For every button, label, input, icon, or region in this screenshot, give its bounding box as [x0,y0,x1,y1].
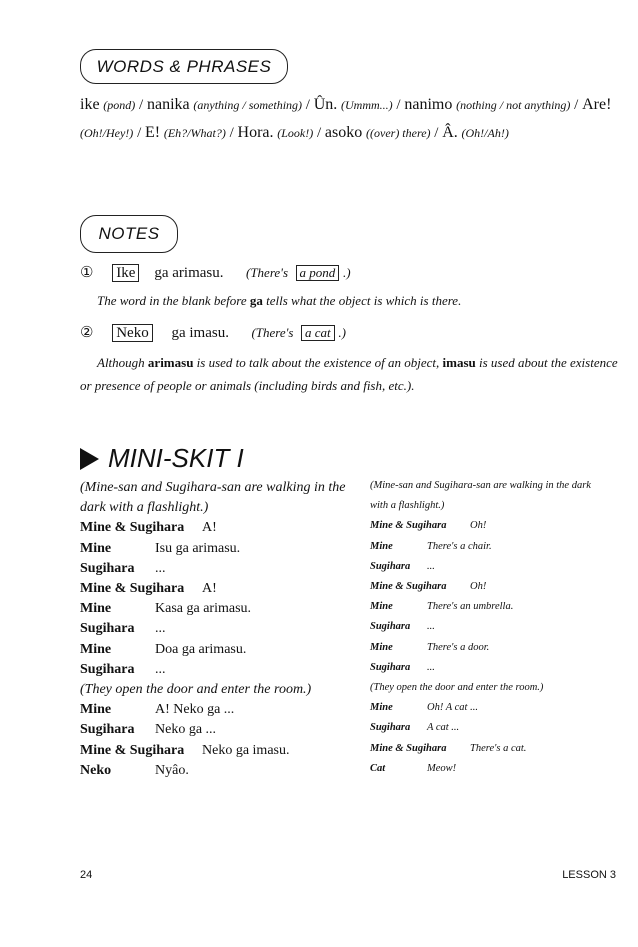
vocab-paragraph: ike (pond) / nanika (anything / something) / Ûn. (Ummm...) / nanimo (nothing / not anything) / Are! (Oh!/Hey!) / E! (Eh?/What?) / Hora. (Look!) / asoko ((over) there) / Â. (Oh!/Ah!) [80,96,612,141]
vocab-word: Hora. [237,124,274,141]
dialogue-text: A! [202,581,217,596]
dialogue-line [80,662,166,678]
mini-skit-heading [80,443,244,474]
stage-direction [370,480,591,491]
note-1-translation-box: a pond [296,265,340,281]
vocab-word: ike [80,96,100,113]
dialogue-text: There's a chair. [427,540,492,552]
dialogue-line [370,722,459,733]
dialogue-text: ... [427,661,435,673]
dialogue-text: ... [155,661,166,677]
speaker-name: Sugihara [370,560,411,572]
speaker-name: Sugihara [80,722,135,738]
dialogue-line [370,642,489,653]
dialogue-text: A! Neko ga ... [155,702,235,718]
speaker-name: Mine [80,702,112,718]
dialogue-line [370,621,435,632]
vocab-word: asoko [324,124,363,141]
speaker-name: Sugihara [370,621,411,633]
speaker-name: Mine [80,641,112,657]
speaker-name: Mine [370,641,393,653]
vocab-word: nanika [146,96,190,113]
note-1-example [80,263,351,282]
speaker-name: Mine [370,702,393,714]
dialogue-line [80,702,234,718]
dialogue-text: ... [155,621,166,637]
dialogue-line [370,702,478,713]
dialogue-line [80,541,240,557]
notes-title: NOTES [98,224,160,243]
stage-direction [80,500,208,516]
dialogue-line [80,561,166,577]
words-phrases-title: WORDS & PHRASES [96,56,272,76]
dialogue-text: Kasa ga arimasu. [155,601,252,617]
dialogue-text: Nyâo. [155,762,189,778]
vocab-gloss: ((over) there) [366,126,431,140]
notes-heading [80,215,178,253]
speaker-name: Sugihara [80,560,135,576]
stage-direction-text: dark with a flashlight.) [80,500,209,516]
vocab-gloss: (Oh!/Hey!) [80,126,134,140]
dialogue-line [370,662,435,673]
speaker-name: Mine & Sugihara [80,581,185,596]
dialogue-line [370,763,456,774]
speaker-name: Mine [80,540,112,556]
dialogue-line [370,520,486,531]
dialogue-text: There's a door. [427,641,490,653]
dialogue-text: A! [202,520,217,536]
dialogue-text: ... [155,560,166,576]
dialogue-line [80,763,189,779]
speaker-name: Mine & Sugihara [80,742,185,758]
dialogue-line [80,581,217,597]
stage-direction [80,682,311,698]
triangle-bullet-icon [80,448,99,470]
dialogue-text: ... [427,621,435,633]
vocab-word: Â. [442,124,458,141]
speaker-name: Sugihara [80,661,135,677]
dialogue-text: Oh! [470,581,487,592]
speaker-name: Mine [80,601,112,617]
vocab-word: Are! [582,96,612,113]
dialogue-line [370,541,492,552]
vocab-word: nanimo [404,96,453,113]
note-2-translation-post: .) [338,325,346,340]
dialogue-line [80,743,289,759]
lesson-label: LESSON 3 [562,869,616,881]
dialogue-text: Neko ga imasu. [202,742,290,758]
stage-direction-text: (They open the door and enter the room.) [80,682,312,697]
speaker-name: Mine [370,540,393,552]
note-1-sentence: ga arimasu. [154,265,224,281]
note-1-translation-post: .) [343,265,351,280]
speaker-name: Sugihara [80,621,135,637]
speaker-name: Sugihara [370,722,411,734]
speaker-name: Mine & Sugihara [370,581,447,592]
speaker-name: Neko [80,762,112,778]
vocab-gloss: (Look!) [277,126,314,140]
dialogue-text: Neko ga ... [155,722,217,738]
stage-direction-text: (Mine-san and Sugihara-san are walking in the dark [370,480,591,491]
note-1-explanation: The word in the blank before ga tells what the object is which is there. [97,293,462,308]
dialogue-text: Oh! [470,520,487,532]
mini-skit-title: MINI-SKIT I [108,443,244,473]
stage-direction-text: (Mine-san and Sugihara-san are walking in the [80,480,346,495]
note-1-translation-pre: (There's [246,265,289,280]
speaker-name: Cat [370,762,386,774]
stage-direction [370,682,543,693]
speaker-name: Mine & Sugihara [370,520,447,532]
stage-direction-text: with a flashlight.) [370,500,445,512]
vocab-gloss: (nothing / not anything) [456,98,571,112]
dialogue-line [370,743,526,754]
dialogue-text: Meow! [427,762,457,774]
note-2-translation-box: a cat [301,325,335,341]
dialogue-text: A cat ... [427,722,460,734]
note-2-explanation: Although arimasu is used to talk about the existence of an object, imasu is used about the existence or presence of people or animals (including birds and fish, etc.). [80,355,618,393]
speaker-name: Mine & Sugihara [370,742,447,754]
note-1-blank-word: Ike [112,264,139,282]
dialogue-line [80,642,246,658]
stage-direction [80,480,345,496]
stage-direction-text: (They open the door and enter the room.) [370,682,544,693]
vocab-gloss: (pond) [103,98,136,112]
speaker-name: Mine [370,601,393,613]
vocab-word: E! [144,124,161,141]
note-2-number: ② [80,325,94,341]
page-number: 24 [80,869,93,881]
stage-direction [370,500,444,511]
dialogue-text: Oh! A cat ... [427,702,478,714]
vocab-word: Ûn. [313,96,338,113]
words-phrases-heading [80,49,288,84]
dialogue-line [80,601,251,617]
note-2-sentence: ga imasu. [171,325,229,341]
vocab-gloss: (Oh!/Ah!) [461,126,509,140]
dialogue-text: Isu ga arimasu. [155,540,241,556]
speaker-name: Sugihara [370,661,411,673]
dialogue-line [80,722,216,738]
dialogue-line [80,621,166,637]
note-2-blank-word: Neko [112,324,153,342]
vocab-gloss: (Ummm...) [341,98,393,112]
speaker-name: Mine & Sugihara [80,520,185,536]
note-2-example [80,323,346,342]
dialogue-text: There's a cat. [470,742,527,754]
note-1-number: ① [80,265,94,281]
dialogue-text: There's an umbrella. [427,601,514,613]
note-2-translation-pre: (There's [251,325,294,340]
dialogue-text: ... [427,560,435,572]
vocab-gloss: (Eh?/What?) [163,126,226,140]
dialogue-line [80,520,217,536]
dialogue-line [370,581,486,592]
vocab-gloss: (anything / something) [193,98,303,112]
dialogue-line [370,561,435,572]
dialogue-line [370,601,513,612]
dialogue-text: Doa ga arimasu. [155,641,247,657]
